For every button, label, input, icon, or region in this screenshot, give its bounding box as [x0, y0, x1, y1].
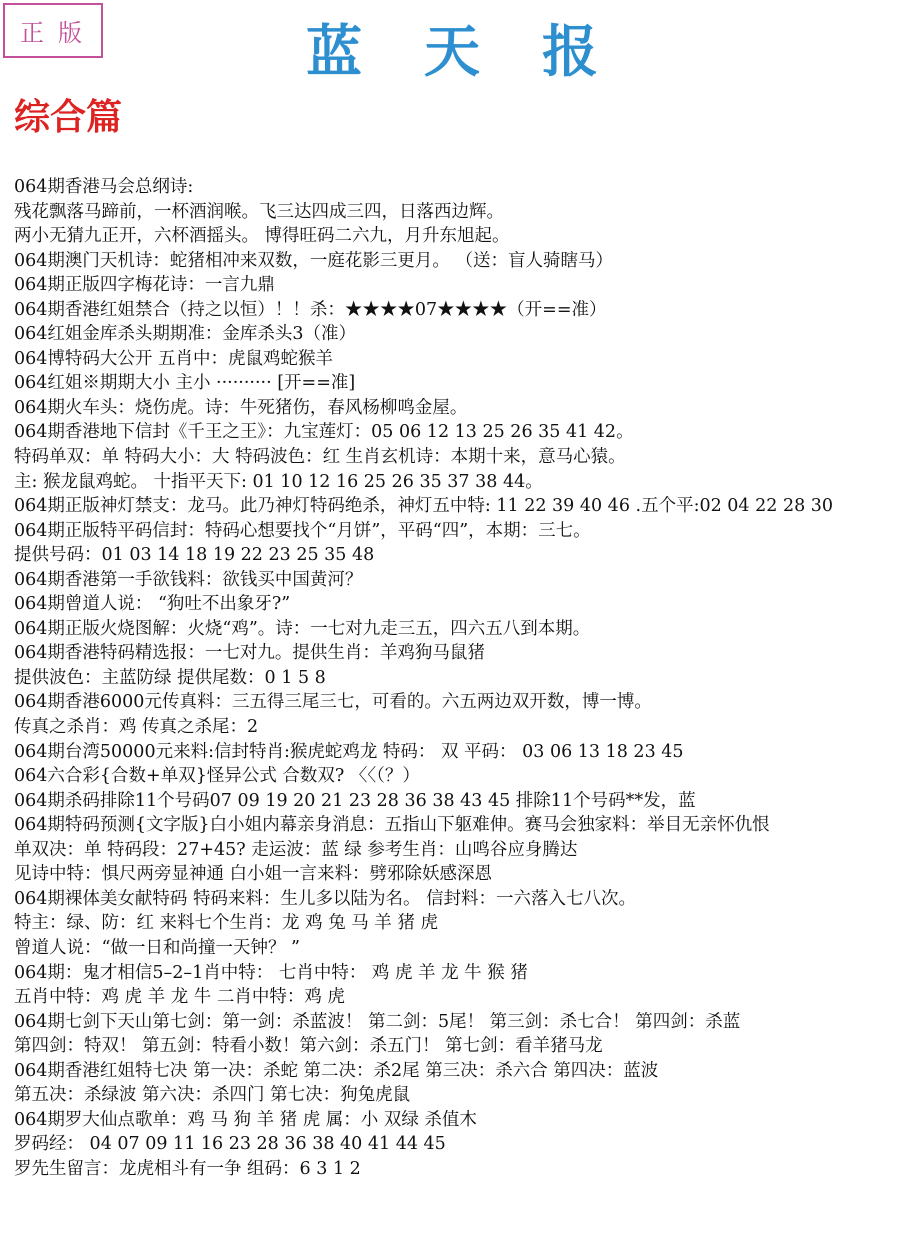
text-line: 罗码经： 04 07 09 11 16 23 28 36 38 40 41 44 45 [14, 1134, 446, 1155]
text-line: 064期香港红姐特七决 第一决：杀蛇 第二决：杀2尾 第三决：杀六合 第四决：蓝波 [14, 1060, 659, 1081]
text-line: 064期：鬼才相信5–2–1肖中特： 七肖中特： 鸡 虎 羊 龙 牛 猴 猪 [14, 962, 528, 983]
text-line: 064期曾道人说： “狗吐不出象牙?” [14, 594, 291, 615]
text-line: 曾道人说：“做一日和尚撞一天钟？ ” [14, 937, 300, 958]
text-line: 罗先生留言：龙虎相斗有一争 组码：6 3 1 2 [14, 1158, 361, 1179]
text-line: 提供波色：主蓝防绿 提供尾数：0 1 5 8 [14, 667, 326, 688]
text-line: 单双决：单 特码段：27+45? 走运波：蓝 绿 参考生肖：山鸣谷应身腾达 [14, 839, 578, 860]
article-body [14, 175, 896, 1181]
text-line: 残花飘落马蹄前，一杯酒润喉。飞三达四成三四，日落西边辉。 [14, 201, 504, 222]
text-line: 见诗中特：惧尺两旁显神通 白小姐一言来料：劈邪除妖感深恩 [14, 864, 493, 885]
text-line: 传真之杀肖：鸡 传真之杀尾：2 [14, 717, 259, 738]
section-title: 综合篇 [14, 96, 123, 138]
text-line: 064期香港地下信封《千王之王》：九宝莲灯：05 06 12 13 25 26 35 41 42。 [14, 422, 634, 443]
text-line: 第四剑：特双！ 第五剑：特看小数！第六剑：杀五门！ 第七剑：看羊猪马龙 [14, 1036, 603, 1057]
text-line: 064期香港马会总纲诗: [14, 177, 194, 197]
text-line: 064期澳门天机诗：蛇猪相冲来双数，一庭花影三更月。 （送：盲人骑瞎马） [14, 250, 613, 271]
text-line: 064期特码预测{文字版}白小姐内幕亲身消息：五指山下躯难伸。赛马会独家料：举目无亲怀仇恨 [14, 815, 770, 836]
text-line: 064六合彩{合数+单双}怪异公式 合数双? 〈〈（？） [14, 766, 420, 787]
text-line: 064期香港特码精选报：一七对九。提供生肖：羊鸡狗马鼠猪 [14, 643, 485, 664]
text-line: 064期火车头：烧伤虎。诗：牛死猪伤，春风杨柳鸣金屋。 [14, 397, 468, 418]
text-line: 064期正版四字梅花诗：一言九鼎 [14, 275, 275, 296]
text-line: 064期七剑下天山第七剑：第一剑：杀蓝波！ 第二剑：5尾！ 第三剑：杀七合！ 第四剑：杀蓝 [14, 1011, 741, 1032]
text-line: 064期裸体美女献特码 特码来料：生儿多以陆为名。 信封料：一六落入七八次。 [14, 888, 637, 909]
text-line: 064期正版特平码信封：特码心想要找个“月饼”，平码“四”，本期：三七。 [14, 520, 591, 541]
text-line: 064期香港红姐禁合（持之以恒）！！杀：★★★★07★★★★（开==准） [14, 299, 607, 320]
edition-badge: 正版 [3, 3, 103, 58]
text-line: 064期杀码排除11个号码07 09 19 20 21 23 28 36 38 43 45 排除11个号码**发，蓝 [14, 790, 696, 811]
text-line: 064博特码大公开 五肖中：虎鼠鸡蛇猴羊 [14, 348, 333, 369]
text-line: 五肖中特：鸡 虎 羊 龙 牛 二肖中特：鸡 虎 [14, 987, 345, 1008]
text-line: 064期正版火烧图解：火烧“鸡”。诗：一七对九走三五，四六五八到本期。 [14, 618, 591, 639]
text-line: 064期罗大仙点歌单：鸡 马 狗 羊 猪 虎 属：小 双绿 杀值木 [14, 1109, 477, 1130]
text-line: 两小无猜九正开，六杯酒摇头。 博得旺码二六九，月升东旭起。 [14, 226, 510, 247]
text-line: 主: 猴龙鼠鸡蛇。 十指平天下: 01 10 12 16 25 26 35 37 38 44。 [14, 471, 543, 492]
text-line: 064红姐金库杀头期期准：金库杀头3（准） [14, 324, 357, 345]
text-line: 064期台湾50000元来料:信封特肖:猴虎蛇鸡龙 特码： 双 平码： 03 06 13 18 23 45 [14, 741, 684, 762]
text-line: 064期香港6000元传真料：三五得三尾三七，可看的。六五两边双开数，博一博。 [14, 692, 652, 713]
text-line: 第五决：杀绿波 第六决：杀四门 第七决：狗兔虎鼠 [14, 1085, 411, 1106]
text-line: 064期香港第一手欲钱料：欲钱买中国黄河？ [14, 569, 363, 590]
masthead-title: 蓝天报 [306, 19, 660, 85]
text-line: 064红姐※期期大小 主小 ·········· [开==准] [14, 373, 356, 394]
text-line: 提供号码：01 03 14 18 19 22 23 25 35 48 [14, 545, 375, 566]
text-line: 特码单双：单 特码大小：大 特码波色：红 生肖玄机诗：本期十来，意马心猿。 [14, 447, 626, 468]
text-line: 特主：绿、防：红 来料七个生肖：龙 鸡 兔 马 羊 猪 虎 [14, 913, 438, 934]
text-line: 064期正版神灯禁支：龙马。此乃神灯特码绝杀，神灯五中特: 11 22 39 40 46 .五个平:02 04 22 28 30 [14, 496, 834, 517]
